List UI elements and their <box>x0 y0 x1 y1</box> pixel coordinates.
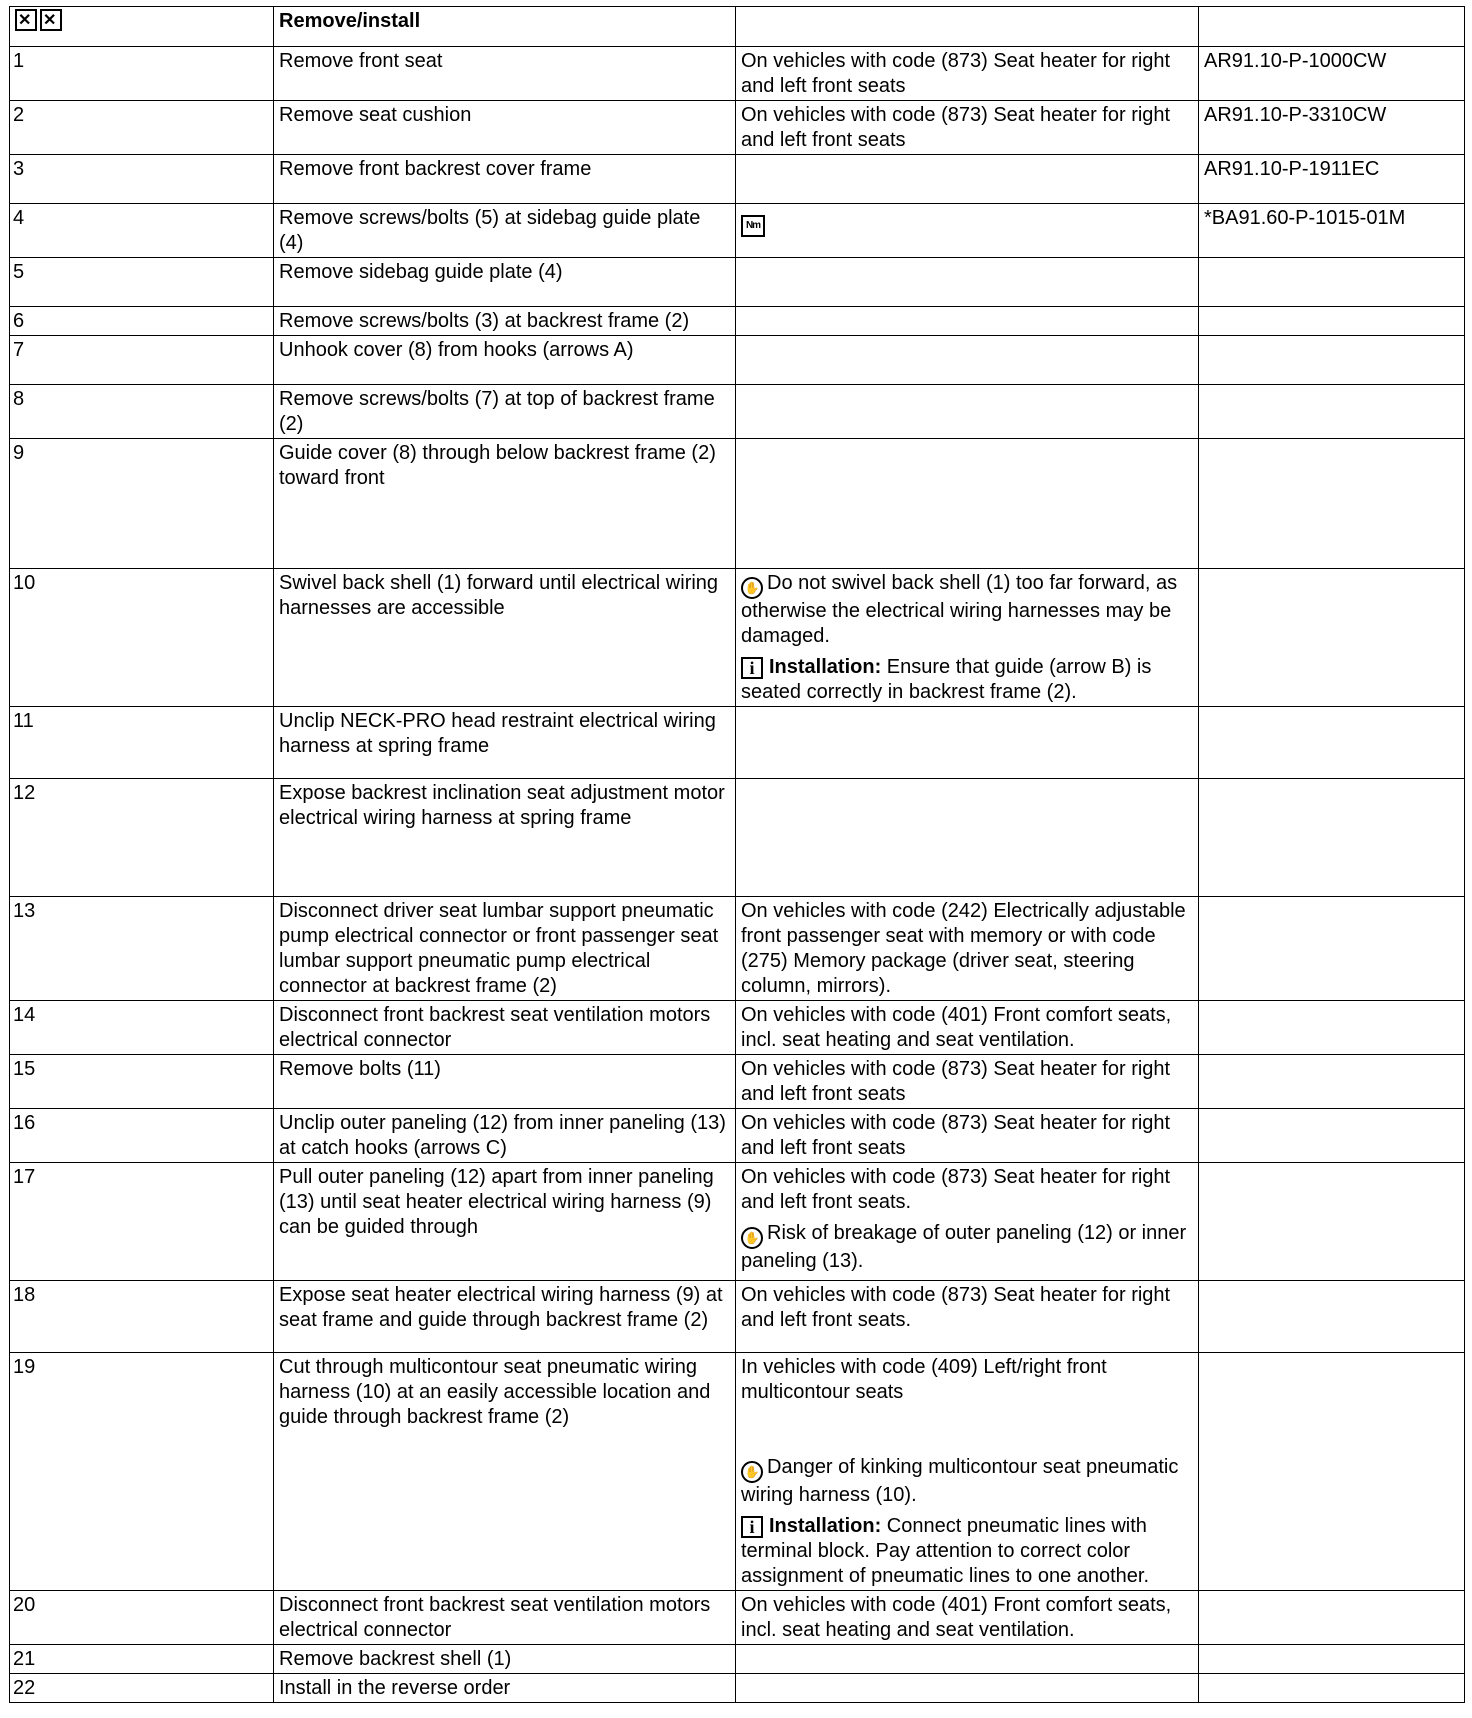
step-description: Unclip NECK-PRO head restraint electrical wiring harness at spring frame <box>274 707 736 779</box>
step-notes <box>736 307 1199 336</box>
reference-link <box>1199 569 1465 707</box>
info-icon[interactable]: i <box>741 1516 763 1538</box>
reference-link <box>1199 1645 1465 1674</box>
warning-hand-icon[interactable]: ✋ <box>741 1461 763 1483</box>
step-number: 1 <box>10 47 274 101</box>
step-number: 18 <box>10 1281 274 1353</box>
header-icons-cell <box>10 7 274 47</box>
step-description: Disconnect driver seat lumbar support pneumatic pump electrical connector or front passenger seat lumbar support pneumatic pump electrical connector at backrest frame (2) <box>274 897 736 1001</box>
note-text: On vehicles with code (401) Front comfort seats, incl. seat heating and seat ventilation. <box>741 1004 1172 1051</box>
step-number: 20 <box>10 1591 274 1645</box>
step-description: Pull outer paneling (12) apart from inner paneling (13) until seat heater electrical wiring harness (9) can be guided through <box>274 1163 736 1281</box>
reference-link <box>1199 1163 1465 1281</box>
step-number: 11 <box>10 707 274 779</box>
reference-link <box>1199 707 1465 779</box>
step-notes <box>736 1591 1199 1645</box>
step-number: 12 <box>10 779 274 897</box>
note-text: On vehicles with code (242) Electrically adjustable front passenger seat with memory or with code (275) Memory package (driver seat, steering column, mirrors). <box>741 900 1186 997</box>
step-notes <box>736 155 1199 204</box>
step-number: 4 <box>10 204 274 258</box>
step-number: 2 <box>10 101 274 155</box>
table-row <box>10 155 1465 204</box>
step-notes <box>736 1055 1199 1109</box>
step-notes <box>736 897 1199 1001</box>
reference-link <box>1199 385 1465 439</box>
table-row <box>10 385 1465 439</box>
step-description: Remove bolts (11) <box>274 1055 736 1109</box>
step-description: Remove screws/bolts (3) at backrest frame (2) <box>274 307 736 336</box>
step-description: Remove screws/bolts (5) at sidebag guide plate (4) <box>274 204 736 258</box>
step-number: 13 <box>10 897 274 1001</box>
table-row <box>10 258 1465 307</box>
table-row <box>10 569 1465 707</box>
table-row <box>10 1109 1465 1163</box>
reference-link[interactable]: AR91.10-P-1000CW <box>1199 47 1465 101</box>
table-row <box>10 707 1465 779</box>
step-number: 5 <box>10 258 274 307</box>
reference-link[interactable]: AR91.10-P-3310CW <box>1199 101 1465 155</box>
reference-link <box>1199 1055 1465 1109</box>
step-notes <box>736 204 1199 258</box>
table-row <box>10 307 1465 336</box>
reference-link <box>1199 1001 1465 1055</box>
reference-link <box>1199 1591 1465 1645</box>
reference-link <box>1199 1674 1465 1703</box>
header-empty-ref <box>1199 7 1465 47</box>
reference-link <box>1199 1109 1465 1163</box>
step-description: Install in the reverse order <box>274 1674 736 1703</box>
step-description: Disconnect front backrest seat ventilation motors electrical connector <box>274 1001 736 1055</box>
installation-label: Installation: <box>769 1515 887 1537</box>
step-number: 9 <box>10 439 274 569</box>
reference-link <box>1199 336 1465 385</box>
note-text: On vehicles with code (873) Seat heater for right and left front seats <box>741 104 1171 151</box>
table-row <box>10 1163 1465 1281</box>
note-text: On vehicles with code (873) Seat heater for right and left front seats <box>741 1058 1171 1105</box>
step-description: Remove backrest shell (1) <box>274 1645 736 1674</box>
step-number: 3 <box>10 155 274 204</box>
step-number: 17 <box>10 1163 274 1281</box>
table-row <box>10 1591 1465 1645</box>
step-description: Remove screws/bolts (7) at top of backrest frame (2) <box>274 385 736 439</box>
reference-link <box>1199 307 1465 336</box>
table-row <box>10 779 1465 897</box>
step-description: Swivel back shell (1) forward until electrical wiring harnesses are accessible <box>274 569 736 707</box>
note-text: On vehicles with code (873) Seat heater for right and left front seats <box>741 50 1171 97</box>
warning-hand-icon[interactable]: ✋ <box>741 577 763 599</box>
note-warning: ✋ Danger of kinking multicontour seat pneumatic wiring harness (10). <box>741 1456 1179 1506</box>
step-notes <box>736 1674 1199 1703</box>
step-number: 6 <box>10 307 274 336</box>
installation-label: Installation: <box>769 656 887 678</box>
table-row <box>10 1281 1465 1353</box>
step-number: 7 <box>10 336 274 385</box>
step-notes <box>736 101 1199 155</box>
table-row <box>10 1001 1465 1055</box>
collapse-all-icon[interactable] <box>40 9 62 31</box>
header-empty-notes <box>736 7 1199 47</box>
header-title: Remove/install <box>274 7 736 47</box>
table-row <box>10 439 1465 569</box>
step-number: 22 <box>10 1674 274 1703</box>
reference-link[interactable]: *BA91.60-P-1015-01M <box>1199 204 1465 258</box>
step-description: Disconnect front backrest seat ventilation motors electrical connector <box>274 1591 736 1645</box>
expand-all-icon[interactable] <box>15 9 37 31</box>
table-row <box>10 47 1465 101</box>
step-description: Expose backrest inclination seat adjustment motor electrical wiring harness at spring frame <box>274 779 736 897</box>
step-notes <box>736 1645 1199 1674</box>
torque-nm-icon[interactable]: Nm <box>741 215 765 237</box>
step-number: 10 <box>10 569 274 707</box>
note-torque <box>741 206 1192 237</box>
note-warning: ✋ Risk of breakage of outer paneling (12) or inner paneling (13). <box>741 1222 1187 1272</box>
step-notes <box>736 1353 1199 1591</box>
step-description: Expose seat heater electrical wiring harness (9) at seat frame and guide through backrest frame (2) <box>274 1281 736 1353</box>
table-row <box>10 101 1465 155</box>
step-description: Remove seat cushion <box>274 101 736 155</box>
step-notes <box>736 439 1199 569</box>
step-number: 8 <box>10 385 274 439</box>
table-row <box>10 204 1465 258</box>
table-row <box>10 1353 1465 1591</box>
note-text: On vehicles with code (873) Seat heater for right and left front seats. <box>741 1166 1171 1213</box>
step-notes <box>736 779 1199 897</box>
step-notes <box>736 47 1199 101</box>
step-number: 14 <box>10 1001 274 1055</box>
reference-link <box>1199 779 1465 897</box>
step-notes <box>736 385 1199 439</box>
step-description: Cut through multicontour seat pneumatic wiring harness (10) at an easily accessible location and guide through backrest frame (2) <box>274 1353 736 1591</box>
note-info: i Installation: Connect pneumatic lines with terminal block. Pay attention to correct color assignment of pneumatic lines to one another. <box>741 1515 1150 1587</box>
step-notes <box>736 1281 1199 1353</box>
note-text: On vehicles with code (873) Seat heater for right and left front seats <box>741 1112 1171 1159</box>
step-notes <box>736 336 1199 385</box>
step-number: 15 <box>10 1055 274 1109</box>
step-notes <box>736 569 1199 707</box>
info-icon[interactable]: i <box>741 657 763 679</box>
reference-link <box>1199 1281 1465 1353</box>
step-notes <box>736 707 1199 779</box>
reference-link[interactable]: AR91.10-P-1911EC <box>1199 155 1465 204</box>
step-number: 16 <box>10 1109 274 1163</box>
note-text: On vehicles with code (873) Seat heater for right and left front seats. <box>741 1284 1171 1331</box>
reference-link <box>1199 897 1465 1001</box>
step-description: Remove front backrest cover frame <box>274 155 736 204</box>
step-number: 19 <box>10 1353 274 1591</box>
reference-link <box>1199 1353 1465 1591</box>
step-notes <box>736 1109 1199 1163</box>
step-description: Remove sidebag guide plate (4) <box>274 258 736 307</box>
note-info: i Installation: Ensure that guide (arrow B) is seated correctly in backrest frame (2). <box>741 656 1152 703</box>
reference-link <box>1199 439 1465 569</box>
step-description: Unclip outer paneling (12) from inner paneling (13) at catch hooks (arrows C) <box>274 1109 736 1163</box>
warning-hand-icon[interactable]: ✋ <box>741 1227 763 1249</box>
table-row <box>10 1055 1465 1109</box>
note-text: On vehicles with code (401) Front comfort seats, incl. seat heating and seat ventilation. <box>741 1594 1172 1641</box>
procedure-table <box>9 6 1465 1703</box>
table-row <box>10 1645 1465 1674</box>
table-row <box>10 897 1465 1001</box>
step-description: Remove front seat <box>274 47 736 101</box>
step-notes <box>736 1001 1199 1055</box>
step-number: 21 <box>10 1645 274 1674</box>
step-description: Unhook cover (8) from hooks (arrows A) <box>274 336 736 385</box>
step-description: Guide cover (8) through below backrest frame (2) toward front <box>274 439 736 569</box>
procedure-body <box>10 7 1465 1703</box>
step-notes <box>736 1163 1199 1281</box>
note-text: In vehicles with code (409) Left/right front multicontour seats <box>741 1356 1107 1403</box>
table-row <box>10 1674 1465 1703</box>
note-warning: ✋ Do not swivel back shell (1) too far forward, as otherwise the electrical wiring harnesses may be damaged. <box>741 572 1178 647</box>
step-notes <box>736 258 1199 307</box>
header-row <box>10 7 1465 47</box>
table-row <box>10 336 1465 385</box>
reference-link <box>1199 258 1465 307</box>
